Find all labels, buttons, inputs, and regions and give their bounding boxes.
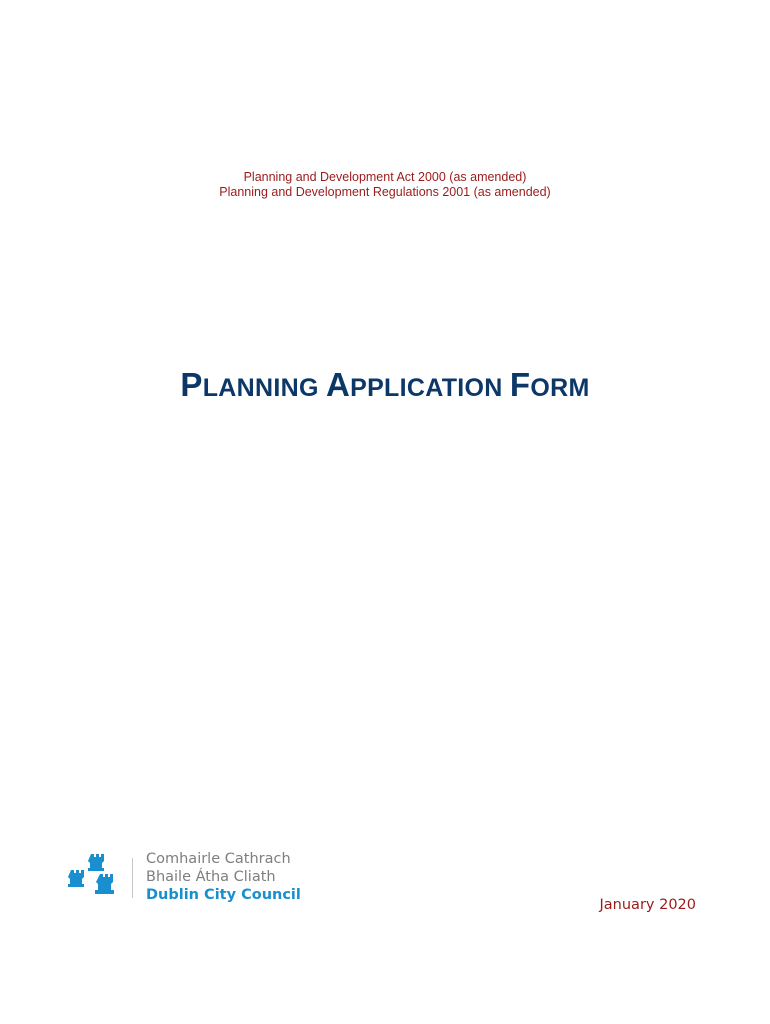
act-line: Planning and Development Act 2000 (as amended) [243,170,527,184]
three-castles-icon [68,848,124,900]
regulations-line: Planning and Development Regulations 2001 (as amended) [219,185,551,199]
document-date: January 2020 [599,897,696,913]
title-cap-1: P [180,366,203,403]
title-cap-2: A [325,366,351,403]
logo-line-irish-1: Comhairle Cathrach [146,851,291,867]
council-logo [68,848,308,904]
title-rest-3: ORM [530,374,590,402]
title-rest-1: LANNING [202,374,326,402]
logo-divider [132,858,133,898]
logo-line-irish-2: Bhaile Átha Cliath [146,869,276,885]
page-title [0,366,770,404]
legislation-header [0,170,770,200]
title-rest-2: PPLICATION [350,374,510,402]
title-cap-3: F [509,366,531,403]
logo-line-english: Dublin City Council [146,887,301,903]
logo-wordmark [146,850,301,904]
